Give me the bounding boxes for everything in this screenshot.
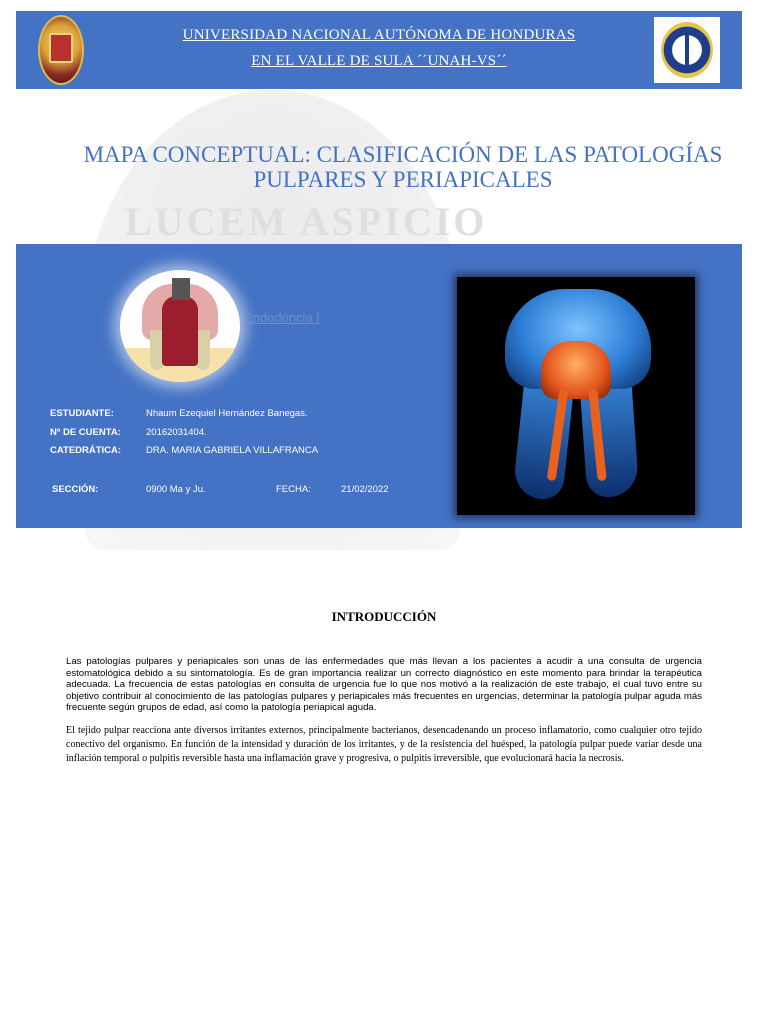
watermark-lettering: LUCEM ASPICIO — [125, 199, 488, 244]
account-value: 20162031404. — [146, 427, 207, 438]
section-label: SECCIÓN: — [52, 484, 99, 495]
course-label: Endodoncia I — [244, 310, 320, 325]
university-header — [16, 11, 742, 89]
introduction-paragraph-2: El tejido pulpar reacciona ante diversos irritantes externos, principalmente bacterianos, desencadenando un proceso inflamatorio, como cualquier otro tejido conectivo del organismo. En función de la intensidad y duración de los irritantes, y de la resistencia del huésped, la patología pulpar puede variar desde una inflación temporal o pulpitis reversible hasta una inflamación grave y progresiva, o pulpitis irreversible, que evolucionará hacia la necrosis. — [66, 725, 702, 764]
introduction-paragraph-1: Las patologías pulpares y periapicales son unas de las enfermedades que más llevan a los pacientes a acudir a una consulta de urgencia estomatológica debido a su sintomatología. Es de gran importancia realizar un correcto diagnóstico en este momento para brindar la terapéutica adecuada. La frecuencia de estas patologías en consulta de urgencia fue lo que nos motivó a la realización de este trabajo, el cual tuvo entre su objetivo contribuir al conocimiento de las patologías pulpares y periapicales más frecuentes en urgencias, determinar la patología pulpar aguda más frecuente según grupos de edad, así como la patología periapical aguda. — [66, 656, 702, 714]
medical-faculty-seal-icon — [654, 17, 720, 83]
student-label: ESTUDIANTE: — [50, 408, 114, 419]
student-value: Nhaum Ezequiel Hernández Banegas. — [146, 408, 308, 419]
tooth-diagram-image — [120, 270, 240, 382]
teacher-label: CATEDRÁTICA: — [50, 445, 122, 456]
header-campus-name: EN EL VALLE DE SULA ´´UNAH-VS´´ — [251, 53, 507, 69]
university-seal-icon — [38, 15, 84, 85]
section-value: 0900 Ma y Ju. — [146, 484, 206, 495]
date-label: FECHA: — [276, 484, 311, 495]
date-value: 21/02/2022 — [341, 484, 389, 495]
teacher-value: DRA. MARIA GABRIELA VILLAFRANCA — [146, 445, 319, 456]
tooth-xray-image — [457, 277, 695, 515]
page-title: MAPA CONCEPTUAL: CLASIFICACIÓN DE LAS PATOLOGÍAS PULPARES Y PERIAPICALES — [83, 142, 723, 192]
header-university-name: UNIVERSIDAD NACIONAL AUTÓNOMA DE HONDURAS — [182, 27, 576, 43]
introduction-heading: INTRODUCCIÓN — [331, 609, 437, 624]
account-label: Nº DE CUENTA: — [50, 427, 121, 438]
info-panel — [16, 244, 742, 528]
